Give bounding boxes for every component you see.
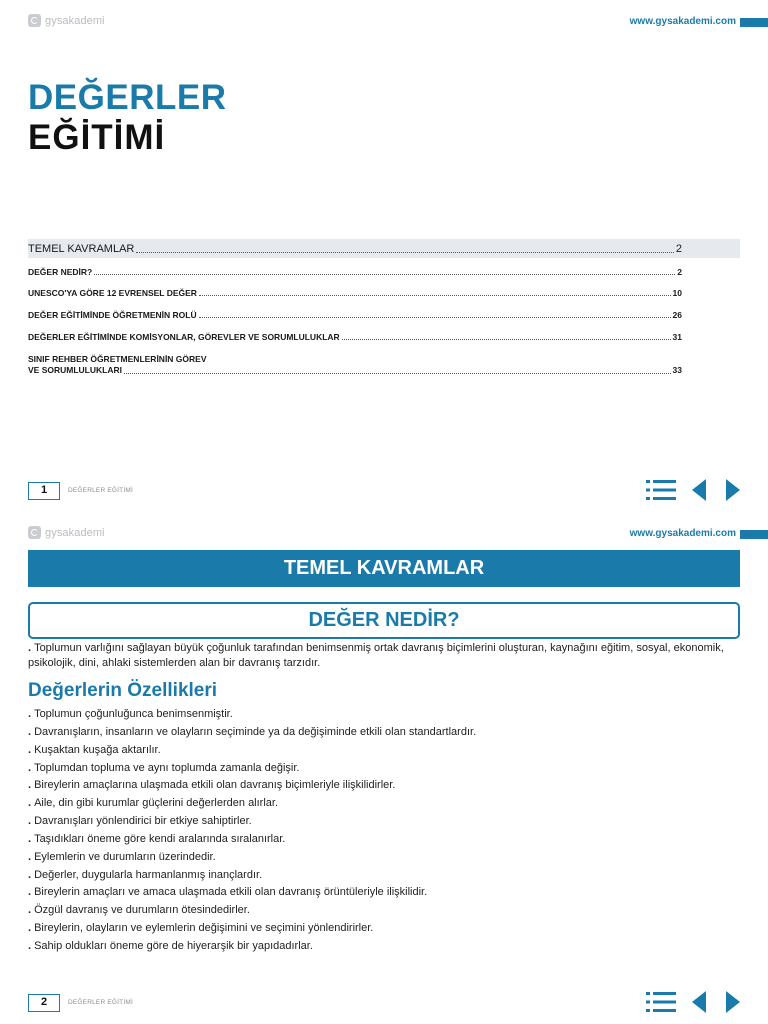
list-item-text: Eylemlerin ve durumların üzerindedir. [34, 850, 216, 863]
list-item [28, 938, 740, 956]
list-item [28, 902, 740, 920]
page-header [0, 512, 768, 552]
list-item [28, 867, 740, 885]
logo-icon [28, 526, 41, 539]
bullet-marker: . [28, 922, 32, 935]
toc-leader [136, 252, 674, 253]
list-item [28, 760, 740, 778]
brand-logo[interactable] [28, 14, 105, 27]
toc-leader [94, 274, 675, 275]
list-item-text: Sahip oldukları öneme göre de hiyerarşik bir yapıdadırlar. [34, 939, 313, 952]
list-item-text: Toplumdan topluma ve aynı toplumda zamanla değişir. [34, 761, 300, 774]
bullet-marker: . [28, 761, 32, 774]
bullet-marker: . [28, 725, 32, 738]
bullet-marker: . [28, 868, 32, 881]
bullet-marker: . [28, 815, 32, 828]
list-item-text: Bireylerin amaçları ve amaca ulaşmada etkili olan davranış örüntüleriyle ilişkilidir. [34, 886, 428, 899]
page-number: 1 [28, 482, 60, 500]
toc-entry-label: DEĞER EĞİTİMİNDE ÖĞRETMENİN ROLÜ [28, 310, 197, 320]
list-item-text: Toplumun çoğunluğunca benimsenmiştir. [34, 708, 233, 720]
bullet-marker: . [28, 939, 32, 952]
toc-entry-label-line1: SINIF REHBER ÖĞRETMENLERİNİN GÖREV [28, 354, 207, 364]
list-item [28, 777, 740, 795]
page-2 [0, 512, 768, 1024]
toc-leader [342, 339, 671, 340]
toc-entry-page: 26 [672, 310, 682, 320]
list-item [28, 884, 740, 902]
site-url-link[interactable]: www.gysakademi.com [629, 16, 736, 27]
toc-entry-label: DEĞERLER EĞİTİMİNDE KOMİSYONLAR, GÖREVLER VE SORUMLULUKLAR [28, 332, 340, 342]
chevron-right-icon[interactable] [726, 991, 740, 1013]
definition-text: Toplumun varlığını sağlayan büyük çoğunluk tarafından benimsenmiş ortak davranış biçimlerini oluşturan, kaynağını eğitim, sosyal, ekonomik, psikolojik, dini, ahlaki sistemlerden alan bir davranış tarzıdır. [28, 642, 724, 669]
brand-name: gysakademi [45, 526, 105, 539]
subsection-title: DEĞER NEDİR? [28, 602, 740, 639]
toc-entry-page: 31 [672, 332, 682, 342]
toc-entry-deger-nedir[interactable] [28, 266, 740, 277]
logo-icon [28, 14, 41, 27]
toc-entry-page: 33 [672, 365, 682, 375]
list-item-text: Davranışların, insanların ve olayların seçiminde ya da değişiminde etkili olan standartlardır. [34, 725, 477, 738]
toc-entry-komisyonlar[interactable] [28, 331, 740, 342]
bullet-marker: . [28, 779, 32, 792]
page-header [0, 0, 768, 40]
toc-leader [199, 317, 671, 318]
toc-entry-page: 2 [675, 243, 682, 255]
list-item [28, 813, 740, 831]
accent-bar [740, 18, 768, 27]
chevron-left-icon[interactable] [692, 991, 706, 1013]
table-of-contents [28, 239, 740, 376]
document-title-line2: EĞİTİMİ [28, 118, 166, 157]
list-icon[interactable] [646, 478, 676, 502]
bullet-marker: . [28, 743, 32, 756]
list-item [28, 795, 740, 813]
page-number: 2 [28, 994, 60, 1012]
footer-document-name: DEĞERLER EĞİTİMİ [68, 999, 133, 1006]
list-item-text: Kuşaktan kuşağa aktarılır. [34, 743, 161, 756]
accent-bar [740, 530, 768, 539]
feature-list [28, 706, 740, 956]
toc-entry-page: 10 [672, 288, 682, 298]
toc-leader [124, 373, 671, 374]
list-item-text: Özgül davranış ve durumların ötesindedirler. [34, 904, 250, 917]
bullet-marker: . [28, 832, 32, 845]
bullet-marker: . [28, 850, 32, 863]
bullet-marker: . [28, 886, 32, 899]
list-item-text: Değerler, duygularla harmanlanmış inançlardır. [34, 868, 263, 881]
list-icon[interactable] [646, 990, 676, 1014]
list-item [28, 831, 740, 849]
toc-entry-label-line2: VE SORUMLULUKLARI [28, 365, 122, 375]
section-heading: Değerlerin Özellikleri [28, 680, 218, 701]
list-item-text: Aile, din gibi kurumlar güçlerini değerlerden alırlar. [34, 797, 279, 810]
list-item [28, 742, 740, 760]
brand-name: gysakademi [45, 14, 105, 27]
chevron-right-icon[interactable] [726, 479, 740, 501]
list-item [28, 920, 740, 938]
list-item [28, 724, 740, 742]
list-item-text: Davranışları yönlendirici bir etkiye sahiptirler. [34, 815, 252, 828]
section-banner: TEMEL KAVRAMLAR [28, 550, 740, 587]
brand-logo[interactable] [28, 526, 105, 539]
toc-entry-label: TEMEL KAVRAMLAR [28, 243, 135, 255]
list-item [28, 706, 740, 724]
site-url-link[interactable]: www.gysakademi.com [629, 528, 736, 539]
toc-entry-page: 2 [677, 267, 682, 277]
footer-document-name: DEĞERLER EĞİTİMİ [68, 487, 133, 494]
page-footer [0, 990, 768, 1020]
list-item-text: Taşıdıkları öneme göre kendi aralarında sıralanırlar. [34, 832, 286, 845]
document-title-line1: DEĞERLER [28, 78, 227, 117]
toc-entry-label: UNESCO'YA GÖRE 12 EVRENSEL DEĞER [28, 288, 197, 298]
bullet-marker: . [28, 797, 32, 810]
page-footer [0, 478, 768, 508]
list-item-text: Bireylerin, olayların ve eylemlerin değişimini ve seçimini yönlendirirler. [34, 922, 374, 935]
toc-leader [199, 295, 671, 296]
list-item-text: Bireylerin amaçlarına ulaşmada etkili olan davranış biçimleriyle ilişkilidirler. [34, 779, 396, 792]
toc-entry-unesco[interactable] [28, 287, 740, 298]
list-item [28, 849, 740, 867]
toc-entry-ogretmenin-rolu[interactable] [28, 309, 740, 320]
toc-entry-temel-kavramlar[interactable] [28, 239, 740, 258]
toc-entry-label: DEĞER NEDİR? [28, 267, 93, 277]
toc-entry-rehber-ogretmen[interactable] [28, 354, 740, 376]
chevron-left-icon[interactable] [692, 479, 706, 501]
bullet-marker: . [28, 708, 32, 720]
bullet-marker: . [28, 642, 32, 654]
bullet-marker: . [28, 904, 32, 917]
definition-paragraph [28, 641, 740, 671]
